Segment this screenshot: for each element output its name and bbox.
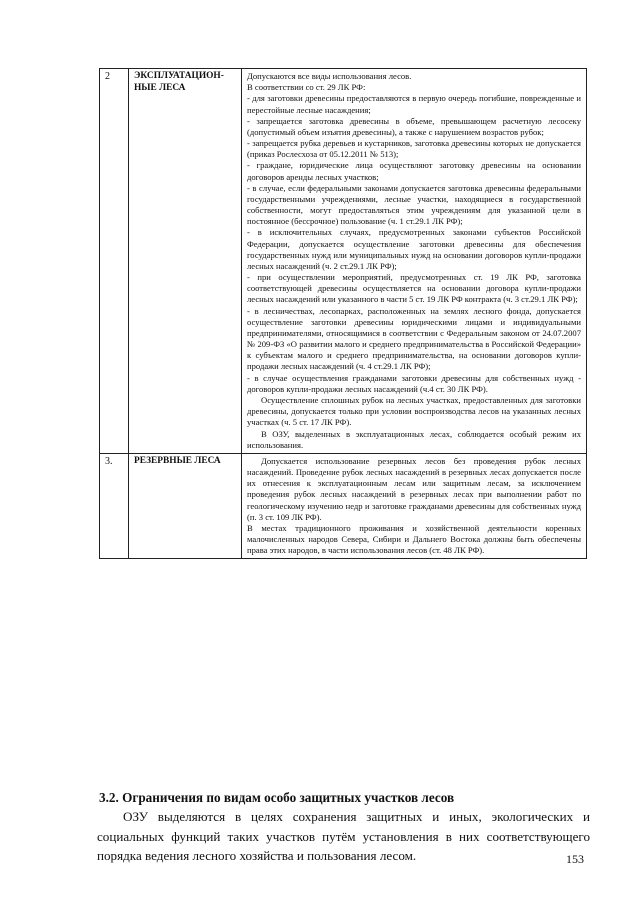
content-paragraph: В соответствии со ст. 29 ЛК РФ:: [247, 82, 366, 93]
table-row: [100, 453, 587, 559]
content-paragraph: - в случае осуществления гражданами заготовки древесины для собственных нужд - договоров купли-продажи лесных насаждений (ч.4 ст. 30 ЛК РФ).: [247, 372, 581, 394]
content-paragraph: В местах традиционного проживания и хозяйственной деятельности коренных малочисленных народов Севера, Сибири и Дальнего Востока должны быть обеспечены права этих народов, в части использования лесов (ст. 48 ЛК РФ).: [247, 522, 581, 556]
section-heading: 3.2. Ограничения по видам особо защитных участков лесов: [99, 790, 455, 805]
row-number: 2: [100, 69, 129, 454]
row-number: 3.: [100, 453, 129, 559]
content-paragraph: Допускается использование резервных лесов без проведения рубок лесных насаждений. Проведение рубок лесных насаждений в резервных лесах допускается после их отнесения к эксплуатационным лесам или защитным лесам, за исключением проведения рубок лесных насаждений в резервных лесах при выполнении работ по геологическому изучению недр и заготовке гражданами древесины для собственных нужд (п. 3 ст. 109 ЛК РФ).: [247, 455, 581, 522]
content-paragraph: - запрещается рубка деревьев и кустарников, заготовка древесины которых не допускается (приказ Рослесхоза от 05.12.2011 № 513);: [247, 138, 581, 160]
content-paragraph: - запрещается заготовка древесины в объеме, превышающем расчетную лесосеку (допустимый объем изъятия древесины), а также с нарушением возрастов рубок;: [247, 115, 581, 137]
row-content: [242, 453, 587, 559]
row-content: [242, 69, 587, 454]
content-paragraph: - для заготовки древесины предоставляются в первую очередь погибшие, поврежденные и перестойные лесные насаждения;: [247, 93, 581, 115]
section-paragraph: ОЗУ выделяются в целях сохранения защитных и иных, экологических и социальных функций таких участков путём установления в них соответствующего порядка ведения лесного хозяйства и пользования лесом.: [97, 809, 590, 864]
table-row: [100, 69, 587, 454]
content-paragraph: - в исключительных случаях, предусмотренных законами субъектов Российской Федерации, допускается осуществление заготовки древесины для обеспечения государственных нужд или муниципальных нужд на основании договоров купли-продажи лесных насаждений (ч. 2 ст.29.1 ЛК РФ);: [247, 227, 581, 271]
content-paragraph: - в случае, если федеральными законами допускается заготовка древесины федеральными государственными учреждениями, лесные участки, находящиеся в государственной собственности, могут предоставляться этим учреждениям для указанной цели в постоянное (бессрочное) пользование (ч. 1 ст.29.1 ЛК РФ);: [247, 182, 581, 227]
content-paragraph: Допускаются все виды использования лесов.: [247, 71, 412, 81]
content-paragraph: - при осуществлении мероприятий, предусмотренных ст. 19 ЛК РФ, заготовка соответствующей древесины осуществляется на основании договора купли-продажи лесных насаждений или указанного в части 5 ст. 19 ЛК РФ контракта (ч. 3 ст.29.1 ЛК РФ);: [247, 272, 581, 305]
content-paragraph: - в лесничествах, лесопарках, расположенных на землях лесного фонда, допускается осуществление заготовки древесины юридическими лицами и индивидуальными предпринимателями, относящимися в соответствии с Федеральным законом от 24.07.2007 № 209-ФЗ «О развитии малого и среднего предпринимательства в Российской Федерации» к субъектам малого и среднего предпринимательства, на основании договоров купли-продажи лесных насаждений (ч. 4 ст.29.1 ЛК РФ);: [247, 305, 581, 372]
row-title: РЕЗЕРВНЫЕ ЛЕСА: [129, 453, 242, 559]
content-paragraph: Осуществление сплошных рубок на лесных участках, предоставленных для заготовки древесины, допускается только при условии воспроизводства лесов на указанных лесных участках (ч. 5 ст. 17 ЛК РФ).: [247, 394, 581, 428]
page-number: 153: [566, 852, 584, 866]
content-paragraph: В ОЗУ, выделенных в эксплуатационных лесах, соблюдается особый режим их использования.: [247, 428, 581, 450]
regulations-table: [99, 68, 587, 559]
row-title: ЭКСПЛУАТАЦИОН-НЫЕ ЛЕСА: [129, 69, 242, 454]
content-paragraph: - граждане, юридические лица осуществляют заготовку древесины на основании договоров аренды лесных участков;: [247, 160, 581, 182]
